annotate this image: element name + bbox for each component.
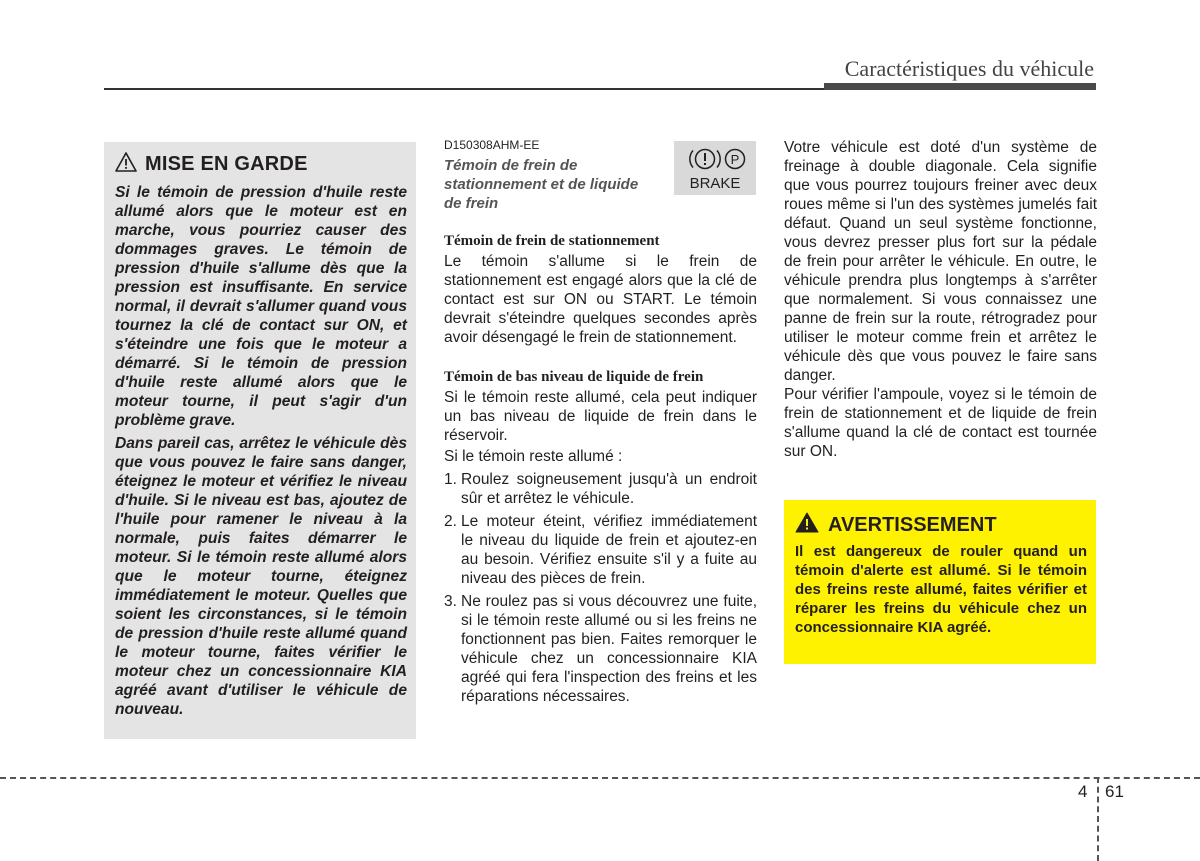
chapter-number: 4 xyxy=(1078,782,1088,801)
section-subtitle: Témoin de frein de stationnement et de liquide de frein xyxy=(444,157,639,212)
warning-title: AVERTISSEMENT xyxy=(828,513,997,536)
list-item-number: 1. xyxy=(444,471,457,488)
brake-icon-label: BRAKE xyxy=(689,175,741,192)
footer-divider xyxy=(0,777,1200,779)
caution-paragraph: Si le témoin de pression d'huile reste allumé alors que le moteur est en marche, vous pourriez causer des dommages graves. Le témoin de pression d'huile s'allume dès que la pression est insuffisante. En service normal, il devrait s'allumer quand vous tournez la clé de contact sur ON, et s'éteindre une fois que le moteur a démarré. Si le témoin de pression d'huile reste allumé alors que le moteur tourne, il peut s'agir d'un problème grave. xyxy=(115,184,407,429)
list-item-text: Roulez soigneusement jusqu'à un endroit sûr et arrêtez le véhicule. xyxy=(461,471,757,507)
svg-text:P: P xyxy=(730,152,740,167)
warning-triangle-icon xyxy=(795,512,819,538)
list-item xyxy=(444,470,757,508)
caution-paragraph: Dans pareil cas, arrêtez le véhicule dès que vous pouvez le faire sans danger, éteignez le moteur et vérifiez le niveau d'huile. Si le niveau est bas, ajoutez de l'huile pour ramener le niveau à la normale, puis faites démarrer le moteur. Si le témoin reste allumé alors que le moteur tourne, éteignez immédiatement le moteur. Quelles que soient les circonstances, si le témoin de pression d'huile reste allumé quand le moteur tourne, faites vérifier le moteur chez un concessionnaire KIA agréé avant d'utiliser le véhicule de nouveau. xyxy=(115,435,407,718)
warning-box xyxy=(784,500,1096,664)
right-column xyxy=(784,138,1097,461)
warning-text: Il est dangereux de rouler quand un témoin d'alerte est allumé. Si le témoin des freins reste allumé, faites vérifier et réparer les freins du véhicule chez un concessionnaire KIA agréé. xyxy=(795,543,1087,636)
section-text-brake-fluid: Si le témoin reste allumé, cela peut indiquer un bas niveau de liquide de frein dans le réservoir. xyxy=(444,389,757,444)
footer-vertical-divider xyxy=(1097,777,1099,861)
list-item xyxy=(444,592,757,706)
list-item-number: 3. xyxy=(444,593,457,610)
warning-header xyxy=(795,512,1087,538)
steps-list xyxy=(444,470,757,706)
section-heading-parking-brake: Témoin de frein de stationnement xyxy=(444,233,660,249)
caution-header xyxy=(115,152,407,177)
right-paragraph-2: Pour vérifier l'ampoule, voyez si le témoin de frein de stationnement et de liquide de frein s'allume quand la clé de contact est tournée sur ON. xyxy=(784,386,1097,460)
list-item-text: Le moteur éteint, vérifiez immédiatement le niveau du liquide de frein et ajoutez-en au besoin. Vérifiez ensuite s'il y a fuite au niveau des pièces de frein. xyxy=(461,513,757,587)
list-item-text: Ne roulez pas si vous découvrez une fuite, si le témoin reste allumé ou si les freins ne fonctionnent pas bien. Faites remorquer le véhicule chez un concessionnaire KIA agréé qui fera l'inspection des freins et les réparations nécessaires. xyxy=(461,593,757,705)
warning-triangle-icon xyxy=(115,152,137,177)
caution-box xyxy=(104,142,416,739)
right-paragraph-1: Votre véhicule est doté d'un système de freinage à double diagonale. Cela signifie que vous pourrez toujours freiner avec deux roues même si l'un des systèmes jumelés fait défaut. Quand un seul système fonctionne, vous devrez presser plus fort sur la pédale de frein pour arrêter le véhicule. En outre, le véhicule prendra plus longtemps à s'arrêter que normalement. Si vous connaissez une panne de frein sur la route, rétrogradez pour utiliser le moteur comme frein et arrêtez le véhicule dès que vous pouvez le faire sans danger. xyxy=(784,139,1097,384)
section-text-brake-fluid-2: Si le témoin reste allumé : xyxy=(444,448,623,465)
list-item xyxy=(444,512,757,588)
list-item-number: 2. xyxy=(444,513,457,530)
middle-column xyxy=(444,138,757,710)
brake-warning-icon xyxy=(674,141,756,195)
section-heading-brake-fluid: Témoin de bas niveau de liquide de frein xyxy=(444,369,704,385)
page-header-title: Caractéristiques du véhicule xyxy=(844,56,1094,81)
caution-title: MISE EN GARDE xyxy=(145,153,308,175)
page-number: 61 xyxy=(1105,782,1124,801)
header-rule-accent xyxy=(824,83,1096,90)
section-code: D150308AHM-EE xyxy=(444,138,540,152)
section-text-parking-brake: Le témoin s'allume si le frein de stationnement est engagé alors que la clé de contact est sur ON ou START. Le témoin devrait s'éteindre quelques secondes après avoir désengagé le frein de stationnement. xyxy=(444,253,757,346)
